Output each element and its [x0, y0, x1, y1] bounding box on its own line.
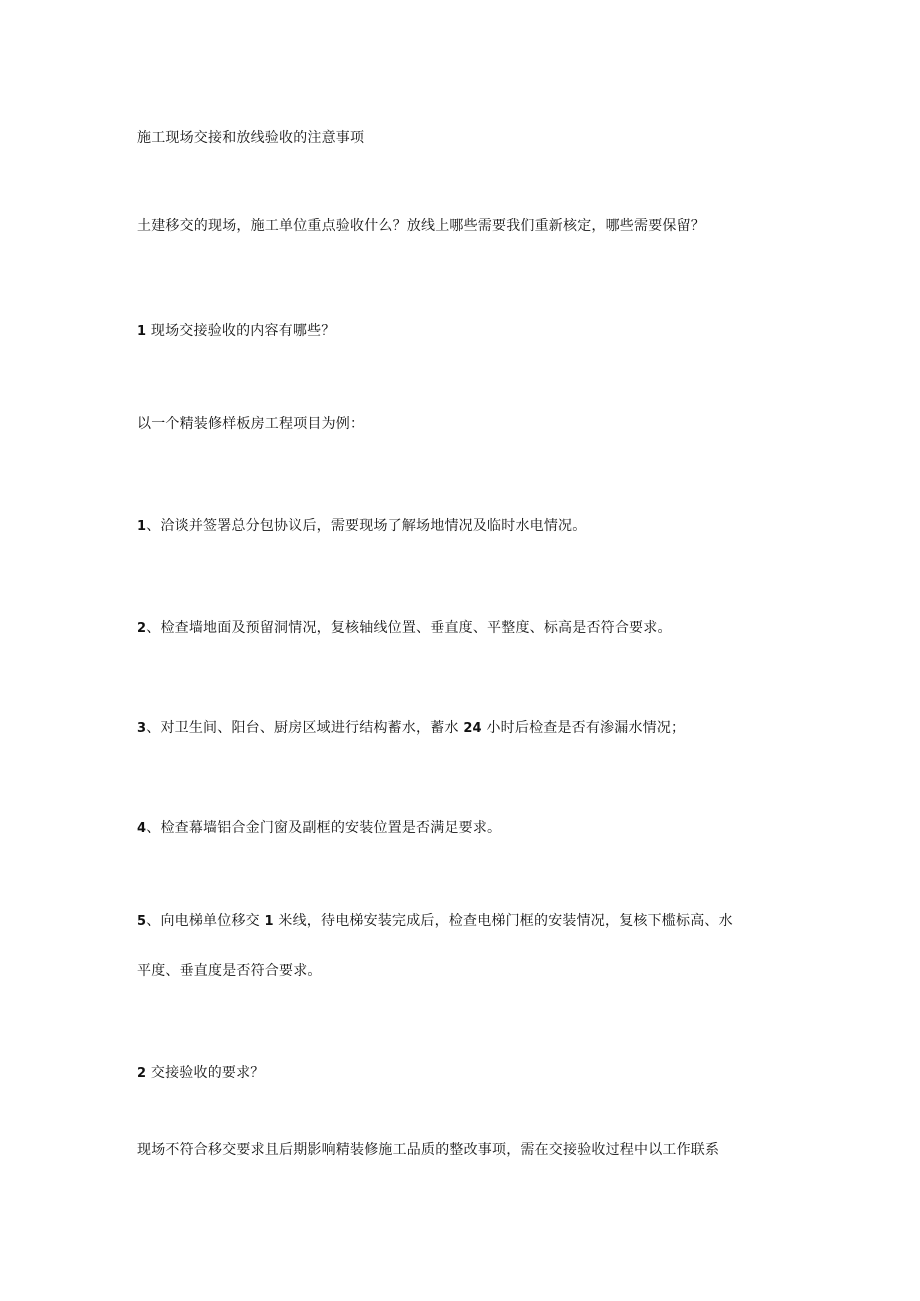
item-text: 、对卫生间、阳台、厨房区域进行结构蓄水，蓄水: [146, 720, 464, 736]
example-paragraph: 以一个精装修样板房工程项目为例：: [137, 416, 365, 432]
list-item: [137, 718, 685, 739]
item-number: 2: [137, 621, 147, 636]
section-heading-text: 交接验收的要求？: [146, 1065, 265, 1081]
section-2-heading: [137, 1063, 265, 1084]
document-title: 施工现场交接和放线验收的注意事项: [137, 130, 365, 146]
list-item: [137, 516, 586, 537]
item-number: 5: [137, 914, 147, 929]
item-number: 3: [137, 721, 147, 736]
section-heading-text: 现场交接验收的内容有哪些？: [146, 323, 336, 339]
item-number: 1: [137, 519, 147, 534]
item-text: 小时后检查是否有渗漏水情况；: [481, 720, 686, 736]
item-text: 、检查墙地面及预留洞情况，复核轴线位置、垂直度、平整度、标高是否符合要求。: [146, 620, 672, 636]
list-item: [137, 911, 733, 932]
item-text: 、洽谈并签署总分包协议后，需要现场了解场地情况及临时水电情况。: [146, 518, 587, 534]
list-item: [137, 618, 672, 639]
section-number: 1: [137, 324, 147, 339]
list-item: [137, 818, 501, 839]
section-1-heading: [137, 321, 336, 342]
item-text: 、向电梯单位移交: [146, 913, 265, 929]
intro-paragraph: 土建移交的现场，施工单位重点验收什么？放线上哪些需要我们重新核定，哪些需要保留？: [137, 218, 705, 234]
item-text: 米线，待电梯安装完成后，检查电梯门框的安装情况，复核下槛标高、水: [273, 913, 733, 929]
inline-number: 24: [463, 721, 482, 736]
inline-number: 1: [264, 914, 274, 929]
list-item-continuation: 平度、垂直度是否符合要求。: [137, 963, 322, 979]
section-number: 2: [137, 1066, 147, 1081]
item-number: 4: [137, 821, 147, 836]
item-text: 、检查幕墙铝合金门窗及副框的安装位置是否满足要求。: [146, 820, 502, 836]
closing-paragraph: 现场不符合移交要求且后期影响精装修施工品质的整改事项，需在交接验收过程中以工作联系: [137, 1142, 720, 1158]
